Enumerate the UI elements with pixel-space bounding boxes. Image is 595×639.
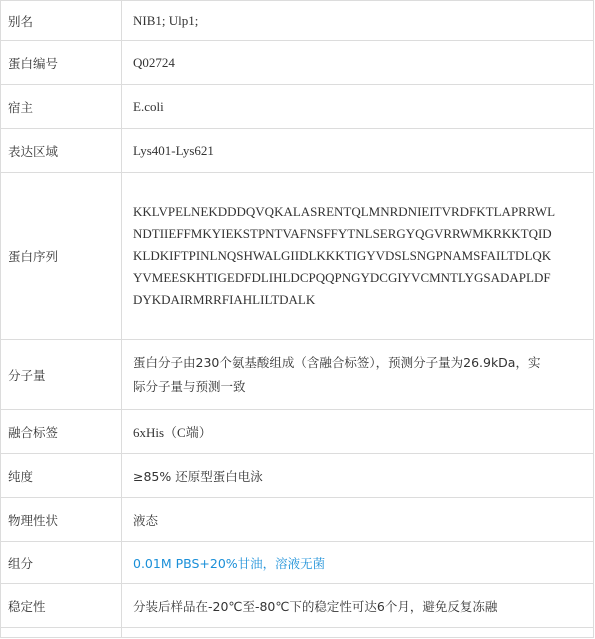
row-label: 表达区域 [1,129,122,173]
sequence-value [122,173,594,340]
table-row-expression-region [1,129,594,173]
table-row-stability [1,584,594,628]
row-label-empty [1,628,122,638]
table-row-host [1,85,594,129]
row-value: 6xHis（C端） [122,410,594,454]
row-label: 组分 [1,542,122,584]
row-value: E.coli [122,85,594,129]
table-row-physical-state [1,498,594,542]
mw-line: 蛋白分子由230个氨基酸组成（含融合标签），预测分子量为26.9kDa，实 [133,354,541,370]
table-row-alias [1,1,594,41]
table-row-protein-id [1,41,594,85]
row-label: 蛋白序列 [1,173,122,340]
row-label: 物理性状 [1,498,122,542]
sequence-line: NDTIIEFFMKYIEKSTPNTVAFNSFFYTNLSERGYQGVRRWMKRKKTQID [133,226,552,241]
mw-line: 际分子量与预测一致 [133,378,246,394]
row-label: 纯度 [1,454,122,498]
row-label: 分子量 [1,340,122,410]
row-label: 融合标签 [1,410,122,454]
row-value: 液态 [122,498,594,542]
row-value: NIB1; Ulp1; [122,1,594,41]
row-label: 宿主 [1,85,122,129]
table-row-components [1,542,594,584]
table-row-partial [1,628,594,638]
row-value: ≥85% 还原型蛋白电泳 [122,454,594,498]
table-row-sequence [1,173,594,340]
row-value-empty [122,628,594,638]
row-label: 蛋白编号 [1,41,122,85]
row-value [122,340,594,410]
table-row-fusion-tag [1,410,594,454]
sequence-line: DYKDAIRMRRFIAHLILTDALK [133,292,316,307]
sequence-line: KLDKIFTPINLNQSHWALGIIDLKKKTIGYVDSLSNGPNAMSFAILTDLQK [133,248,552,263]
sequence-line: KKLVPELNEKDDDQVQKALASRENTQLMNRDNIEITVRDFKTLAPRRWL [133,204,556,219]
sequence-line: YVMEESKHTIGEDFDLIHLDCPQQPNGYDCGIYVCMNTLYGSADAPLDF [133,270,551,285]
row-value: 分装后样品在-20℃至-80℃下的稳定性可达6个月，避免反复冻融 [122,584,594,628]
table-row-purity [1,454,594,498]
row-value: Q02724 [122,41,594,85]
table-row-molecular-weight [1,340,594,410]
row-value: Lys401-Lys621 [122,129,594,173]
row-label: 别名 [1,1,122,41]
row-value-highlight: 0.01M PBS+20%甘油，溶液无菌 [122,542,594,584]
row-label: 稳定性 [1,584,122,628]
